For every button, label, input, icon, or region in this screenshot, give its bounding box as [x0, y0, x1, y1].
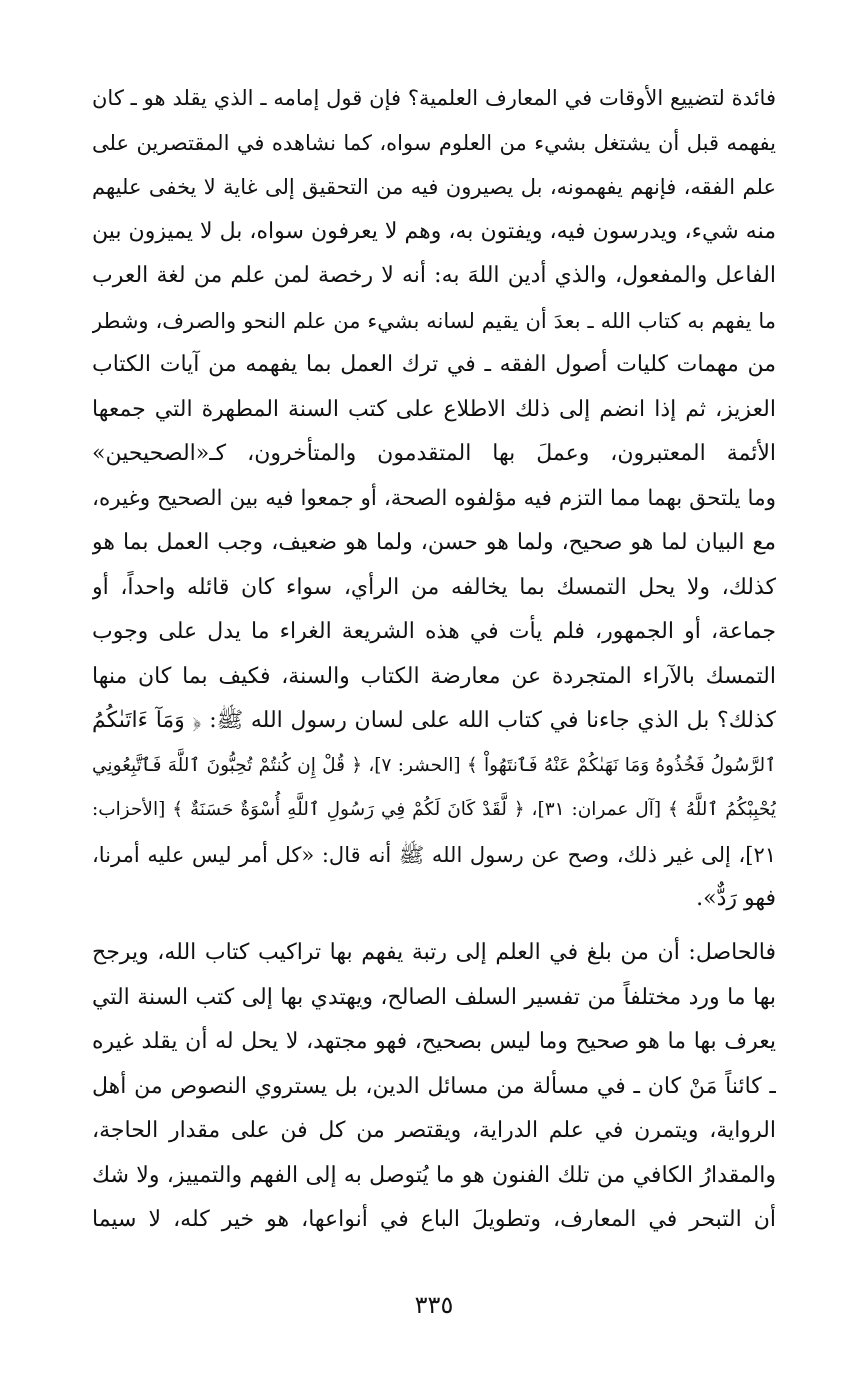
quran-verse-line: يُحْبِبْكُمُ ٱللَّهُ ﴾ [آل عمران: ٣١]، ﴿ لَّقَدْ كَانَ لَكُمْ فِي رَسُولِ ٱللَّهِ أُسْوَةٌ حَسَنَةٌ ﴾ [الأحزاب:: [92, 799, 776, 820]
text-line: الرواية، ويتمرن في علم الدراية، ويقتصر من كل فن على مقدار الحاجة،: [92, 1118, 776, 1143]
text-line: والمقدارُ الكافي من تلك الفنون هو ما يُتوصل به إلى الفهم والتمييز، ولا شك: [92, 1162, 776, 1188]
text-line: فالحاصل: أن من بلغ في العلم إلى رتبة يفهم بها تراكيب كتاب الله، ويرجح: [92, 940, 776, 965]
text-line: ـ كائناً مَنْ كان ـ في مسألة من مسائل الدين، بل يستروي النصوص من أهل: [92, 1073, 776, 1099]
text-line: علم الفقه، فإنهم يفهمونه، بل يصيرون فيه من التحقيق إلى غاية لا يخفى عليهم: [92, 175, 776, 199]
paragraph-1: [92, 76, 776, 922]
text-line: أن التبحر في المعارف، وتطويلَ الباع في أنواعها، هو خير كله، لا سيما: [92, 1207, 776, 1232]
text-line: جماعة، أو الجمهور، فلم يأت في هذه الشريعة الغراء ما يدل على وجوب: [92, 619, 776, 644]
text-line: ما يفهم به كتاب الله ـ بعدَ أن يقيم لسانه بشيء من علم النحو والصرف، وشطر: [92, 308, 776, 333]
text-line: الأئمة المعتبرون، وعملَ بها المتقدمون والمتأخرون، كـ«الصحيحين»: [92, 441, 776, 466]
text-line: مع البيان لما هو صحيح، ولما هو حسن، ولما هو ضعيف، وجب العمل بما هو: [92, 530, 776, 555]
text-line: فهو رَدٌّ».: [696, 886, 776, 911]
text-line: التمسك بالآراء المتجردة عن معارضة الكتاب والسنة، فكيف بما كان منها: [92, 663, 776, 689]
paragraph-2: [92, 931, 776, 1243]
text-line: كذلك، ولا يحل التمسك بما يخالفه من الرأي، سواء كان قائله واحداً، أو: [92, 574, 776, 600]
text-line: منه شيء، ويدرسون فيه، ويفتون به، وهم لا يعرفون سواه، بل لا يميزون بين: [92, 218, 776, 244]
text-line: ٢١]، إلى غير ذلك، وصح عن رسول الله ﷺ أنه قال: «كل أمر ليس عليه أمرنا،: [92, 842, 776, 867]
text-line: كذلك؟ بل الذي جاءنا في كتاب الله على لسان رسول الله ﷺ: ﴿ وَمَآ ءَاتَىٰكُمُ: [92, 708, 776, 733]
quran-verse-line: ٱلرَّسُولُ فَخُذُوهُ وَمَا نَهَىٰكُمْ عَنْهُ فَٱنتَهُواْ ﴾ [الحشر: ٧]، ﴿ قُلْ إِن كُنتُمْ تُحِبُّونَ ٱللَّهَ فَٱتَّبِعُونِي: [92, 754, 776, 776]
text-line: بها ما ورد مختلفاً من تفسير السلف الصالح، ويهتدي بها إلى كتب السنة التي: [92, 984, 776, 1010]
text-line: الفاعل والمفعول، والذي أدين اللهَ به: أنه لا رخصة لمن علم من لغة العرب: [92, 263, 776, 288]
text-line: يفهمه قبل أن يشتغل بشيء من العلوم سواه، كما نشاهده في المقتصرين على: [92, 130, 776, 155]
text-line: فائدة لتضييع الأوقات في المعارف العلمية؟ فإن قول إمامه ـ الذي يقلد هو ـ كان: [92, 86, 776, 110]
text-line: العزيز، ثم إذا انضم إلى ذلك الاطلاع على كتب السنة المطهرة التي جمعها: [92, 396, 776, 422]
text-line: من مهمات كليات أصول الفقه ـ في ترك العمل بما يفهمه من آيات الكتاب: [92, 352, 776, 377]
page-number: ٣٣٥: [414, 1291, 454, 1319]
text-line: وما يلتحق بهما مما التزم فيه مؤلفوه الصحة، أو جمعوا فيه بين الصحيح وغيره،: [92, 485, 776, 511]
text-line: يعرف بها ما هو صحيح وما ليس بصحيح، فهو مجتهد، لا يحل له أن يقلد غيره: [92, 1029, 776, 1054]
